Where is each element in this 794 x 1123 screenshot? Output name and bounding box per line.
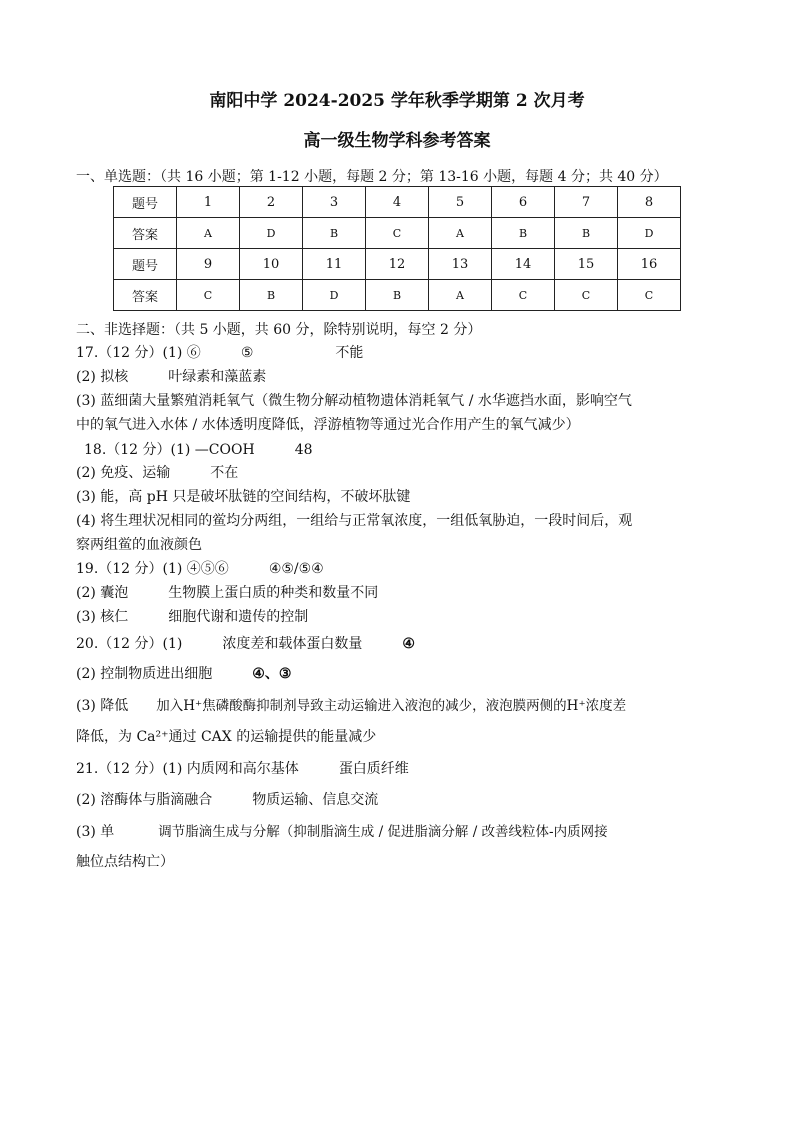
q21-line-3	[76, 822, 608, 842]
table-row	[114, 249, 681, 280]
table-cell: 2	[240, 187, 303, 218]
q20-line-1	[76, 634, 415, 654]
q21-line-4: 触位点结构亡）	[76, 854, 174, 870]
table-cell: 13	[429, 249, 492, 280]
table-cell: C	[366, 218, 429, 249]
answer-text: (2) 拟核	[76, 369, 129, 385]
q17-line-3: (3) 蓝细菌大量繁殖消耗氧气（微生物分解动植物遗体消耗氧气 / 水华遮挡水面，影响空气	[76, 393, 632, 409]
q19-line-3	[76, 607, 308, 627]
table-row	[114, 280, 681, 311]
answer-text: 调节脂滴生成与分解（抑制脂滴生成 / 促进脂滴分解 / 改善线粒体-内质网接	[158, 824, 608, 840]
answer-text: ⑤	[240, 345, 254, 361]
q20-line-4: 降低，为 Ca²⁺通过 CAX 的运输提供的能量减少	[76, 729, 377, 745]
table-cell: 8	[618, 187, 681, 218]
table-cell: C	[555, 280, 618, 311]
answer-text: 物质运输、信息交流	[252, 792, 379, 808]
table-cell: C	[492, 280, 555, 311]
table-row	[114, 187, 681, 218]
table-cell: B	[303, 218, 366, 249]
answer-text: (3) 核仁	[76, 609, 129, 625]
table-cell: A	[429, 280, 492, 311]
label-answer: 答案	[114, 218, 177, 249]
q19-line-2	[76, 583, 378, 603]
table-cell: D	[618, 218, 681, 249]
table-cell: 4	[366, 187, 429, 218]
document-title: 南阳中学 2024-2025 学年秋季学期第 2 次月考	[209, 91, 585, 111]
q17-line-4: 中的氧气进入水体 / 水体透明度降低，浮游植物等通过光合作用产生的氧气减少）	[76, 417, 580, 433]
q18-line-5: 察两组鲎的血液颜色	[76, 537, 202, 553]
table-cell: C	[618, 280, 681, 311]
table-cell: 11	[303, 249, 366, 280]
q18-line-1	[84, 440, 313, 460]
table-cell: C	[177, 280, 240, 311]
q19-line-1	[76, 559, 324, 579]
label-question-no: 题号	[114, 187, 177, 218]
answer-text: 浓度差和载体蛋白数量	[222, 636, 363, 652]
table-cell: B	[366, 280, 429, 311]
table-cell: 15	[555, 249, 618, 280]
label-answer: 答案	[114, 280, 177, 311]
answer-text: 48	[294, 442, 313, 458]
q20-line-3	[76, 696, 626, 716]
q18-line-3: (3) 能，高 pH 只是破坏肽链的空间结构，不破坏肽键	[76, 489, 411, 505]
table-cell: B	[240, 280, 303, 311]
answer-text: 19.（12 分）(1) ④⑤⑥	[76, 561, 229, 577]
table-cell: 14	[492, 249, 555, 280]
answer-text: 17.（12 分）(1) ⑥	[76, 345, 201, 361]
table-cell: 6	[492, 187, 555, 218]
table-cell: A	[429, 218, 492, 249]
table-cell: A	[177, 218, 240, 249]
table-cell: 16	[618, 249, 681, 280]
q18-line-2	[76, 463, 238, 483]
answer-text: ④	[402, 636, 415, 652]
table-cell: 3	[303, 187, 366, 218]
answer-text: 蛋白质纤维	[338, 761, 409, 777]
answer-text: 细胞代谢和遗传的控制	[168, 609, 309, 625]
answer-text: 生物膜上蛋白质的种类和数量不同	[168, 585, 379, 601]
answer-text: 21.（12 分）(1) 内质网和高尔基体	[76, 761, 299, 777]
table-cell: D	[240, 218, 303, 249]
answer-table	[113, 186, 681, 311]
answer-text: (3) 降低	[76, 698, 129, 714]
label-question-no: 题号	[114, 249, 177, 280]
answer-text: (3) 单	[76, 824, 115, 840]
answer-text: ④、③	[252, 666, 292, 682]
table-cell: 5	[429, 187, 492, 218]
q18-line-4: (4) 将生理状况相同的鲎均分两组，一组给与正常氧浓度，一组低氧胁迫，一段时间后，观	[76, 513, 633, 529]
table-cell: 1	[177, 187, 240, 218]
table-cell: B	[555, 218, 618, 249]
q21-line-1	[76, 759, 409, 779]
table-cell: 10	[240, 249, 303, 280]
table-cell: B	[492, 218, 555, 249]
section-single-choice-heading: 一、单选题：（共 16 小题；第 1-12 小题，每题 2 分；第 13-16 小题，每题 4 分；共 40 分）	[76, 169, 668, 185]
table-cell: 9	[177, 249, 240, 280]
answer-text: (2) 囊泡	[76, 585, 129, 601]
q17-line-1	[76, 343, 363, 363]
q17-line-2	[76, 367, 266, 387]
answer-text: 加入H⁺焦磷酸酶抑制剂导致主动运输进入液泡的减少，液泡膜两侧的H⁺浓度差	[156, 698, 627, 714]
table-cell: 12	[366, 249, 429, 280]
answer-text: (2) 溶酶体与脂滴融合	[76, 792, 213, 808]
answer-text: ④⑤/⑤④	[268, 561, 324, 577]
table-cell: D	[303, 280, 366, 311]
q20-line-2	[76, 664, 291, 684]
section-free-response-heading: 二、非选择题：（共 5 小题，共 60 分，除特别说明，每空 2 分）	[76, 322, 482, 338]
table-row	[114, 218, 681, 249]
table-cell: 7	[555, 187, 618, 218]
answer-text: (2) 免疫、运输	[76, 465, 171, 481]
answer-text: 18.（12 分）(1) —COOH	[84, 442, 255, 458]
answer-text: 不在	[210, 465, 239, 481]
answer-text: (2) 控制物质进出细胞	[76, 666, 213, 682]
answer-text: 20.（12 分）(1)	[76, 636, 183, 652]
answer-text: 不能	[335, 345, 364, 361]
q21-line-2	[76, 790, 378, 810]
answer-text: 叶绿素和藻蓝素	[168, 369, 267, 385]
document-subtitle: 高一级生物学科参考答案	[303, 131, 491, 151]
